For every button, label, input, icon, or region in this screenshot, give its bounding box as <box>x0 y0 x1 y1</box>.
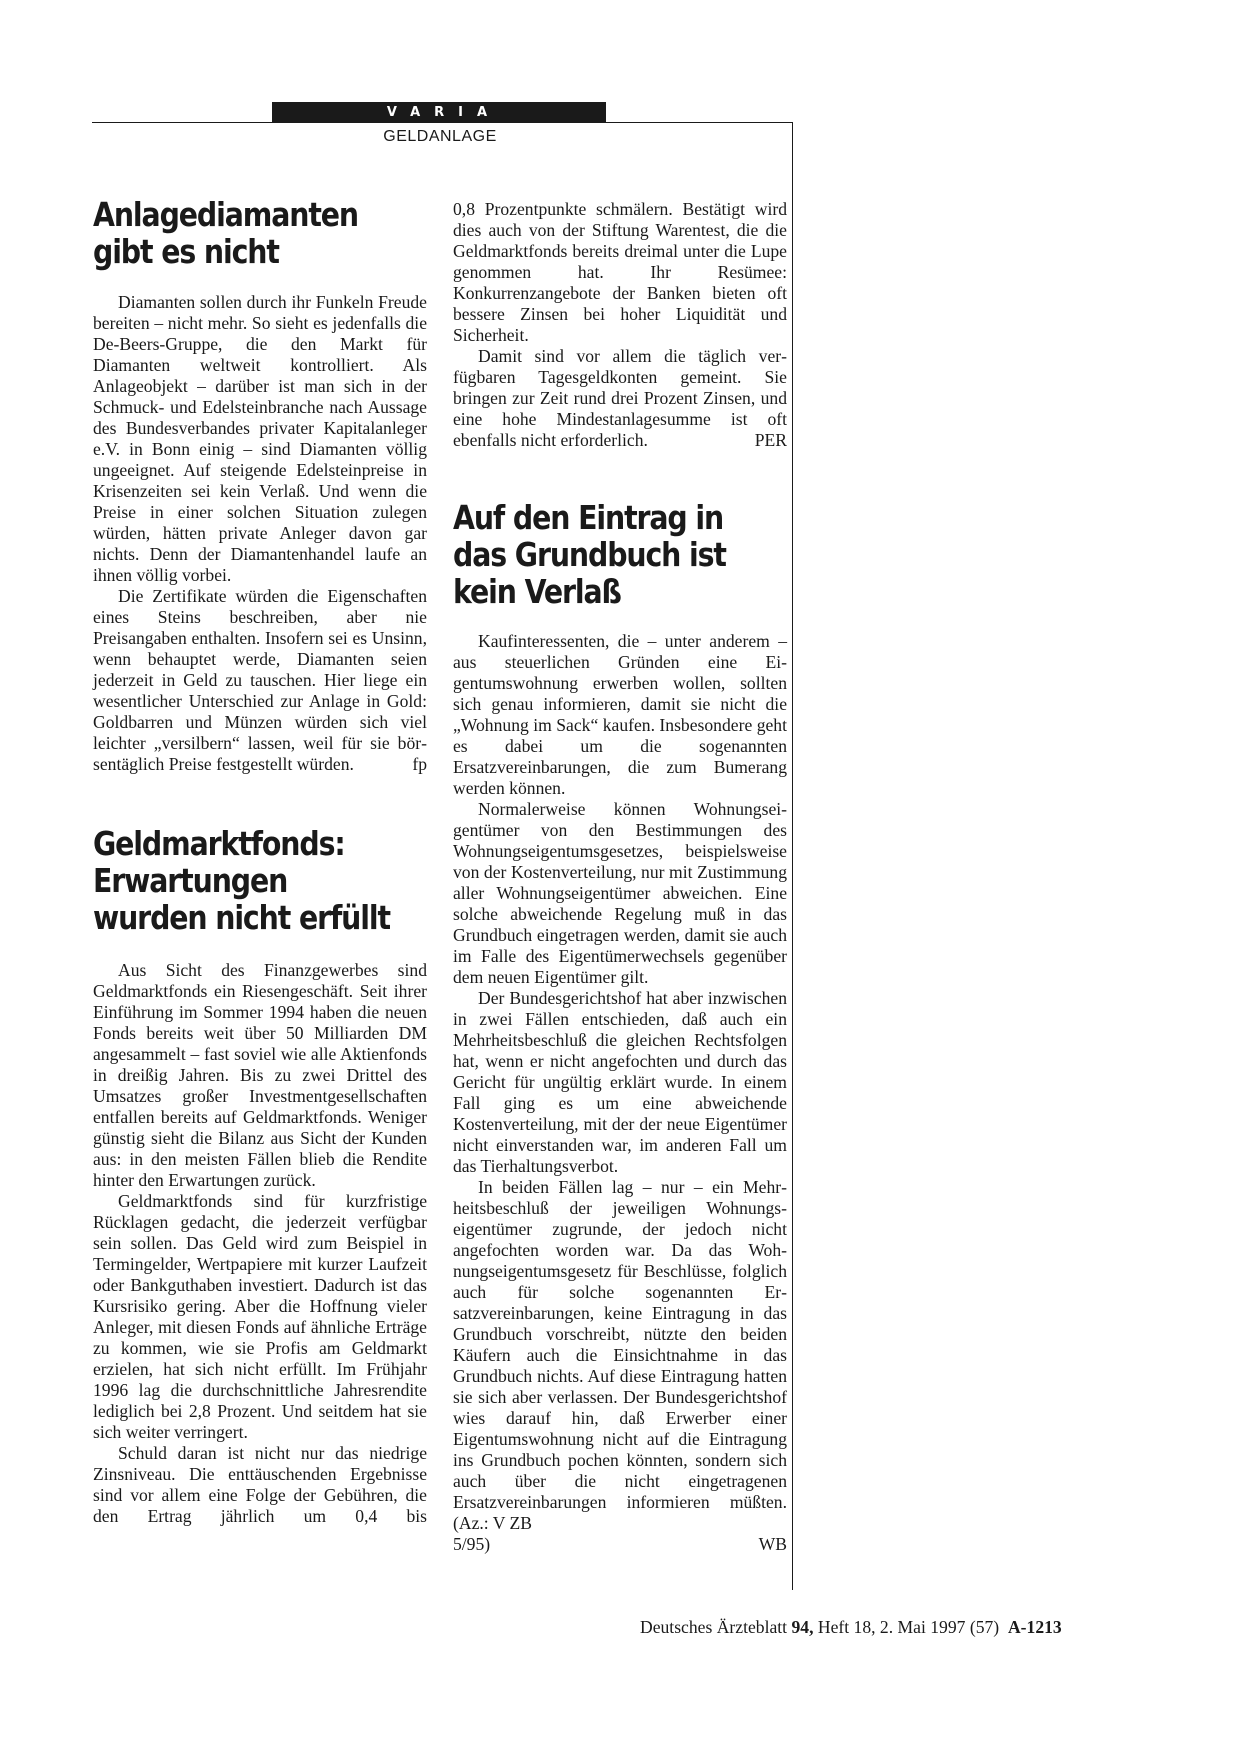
journal-volume: 94, <box>791 1617 814 1637</box>
article-paragraph: Normalerweise können Wohnungseigentümer von den Bestimmungen des Wohnungseigentumsgesetzes, beispielsweise von der Kostenverteilung, nur mit Zustimmung aller Wohnungseigentümer abweichen. Eine solche abweichende Regelung muß in das Grundbuch eingetragen werden, damit sie auch im Falle des Eigentümerwechsels gegenüber dem neuen Eigentümer gilt. <box>453 799 787 987</box>
article-paragraph: Damit sind vor allem die täglich verfügbaren Tagesgeldkonten gemeint. Sie bringen zur Zeit rund drei Prozent Zinsen, und eine hohe Mindestanlagesumme ist oft ebenfalls nicht erforderlich. PER <box>453 346 787 450</box>
rubric-bar <box>272 102 606 123</box>
journal-name: Deutsches Ärzteblatt <box>640 1617 788 1637</box>
article-byline: fp <box>412 754 427 774</box>
article-paragraph: 0,8 Prozentpunkte schmälern. Bestätigt wird dies auch von der Stiftung Warentest, die die Geldmarktfonds bereits dreimal unter die Lupe genommen hat. Ihr Resümee: Konkurrenzangebote der Banken bieten oft bessere Zinsen bei hoher Liquidität und Sicherheit. <box>453 199 787 345</box>
column-rule-right <box>792 122 793 1590</box>
article-paragraph: Aus Sicht des Finanzgewerbes sind Geldmarktfonds ein Riesengeschäft. Seit ihrer Einführung im Sommer 1994 haben die neuen Fonds bereits weit über 50 Milliarden DM angesammelt – fast soviel wie alle Aktienfonds in dreißig Jahren. Bis zu zwei Drittel des Umsatzes großer Investmentgesellschaften entfallen bereits auf Geldmarktfonds. Weniger günstig sieht die Bilanz aus Sicht der Kunden aus: in den meisten Fällen blieb die Rendite hinter den Erwartungen zurück. <box>93 960 427 1190</box>
article-byline: WB <box>758 1534 787 1554</box>
article-byline: PER <box>754 430 787 450</box>
column-left <box>93 196 427 1527</box>
article-paragraph: Kaufinteressenten, die – unter anderem – aus steuerlichen Gründen eine Eigentumswohnung erwerben wollen, sollten sich genau informieren, damit sie nicht die „Wohnung im Sack“ kaufen. Insbesondere geht es dabei um die sogenannten Ersatzvereinbarungen, die zum Bumerang werden können. <box>453 631 787 798</box>
article-title: Anlagediamanten gibt es nicht <box>93 195 358 271</box>
header-rule <box>92 122 792 123</box>
article-diamanten <box>93 196 427 775</box>
article-paragraph: Die Zertifikate würden die Eigenschaften eines Steins beschreiben, aber nie Preisangaben enthalten. Insofern sei es Unsinn, wenn behauptet werde, Diamanten seien jederzeit in Geld zu tauschen. Hier liege ein wesentlicher Unterschied zur Anlage in Gold: Goldbarren und Münzen würden sich viel leichter „versilbern“ lassen, weil für sie börsentäglich Preise festgestellt würden. fp <box>93 586 427 774</box>
article-title: Auf den Eintrag in das Grundbuch ist kein Verlaß <box>453 498 726 611</box>
journal-issue: Heft 18, 2. Mai 1997 (57) <box>817 1617 1000 1637</box>
article-title: Geldmarktfonds: Erwartungen wurden nicht erfüllt <box>93 824 390 937</box>
page-footer <box>640 1617 1130 1638</box>
section-label: GELDANLAGE <box>383 128 497 145</box>
rubric-label: VARIA <box>386 105 502 120</box>
article-paragraph: Geldmarktfonds sind für kurzfristige Rücklagen gedacht, die jederzeit verfügbar sein sollen. Das Geld wird zum Beispiel in Termingelder, Wertpapiere mit kurzer Laufzeit oder Bankguthaben investiert. Dadurch ist das Kursrisiko gering. Aber die Hoffnung vieler Anleger, mit diesen Fonds auf ähnliche Erträge zu kommen, wie sie Profis am Geldmarkt erzielen, hat sich nicht erfüllt. Im Frühjahr 1996 lag die durchschnittliche Jahresrendite lediglich bei 2,8 Prozent. Und seitdem hat sie sich weiter verringert. <box>93 1191 427 1442</box>
article-paragraph: In beiden Fällen lag – nur – ein Mehrheitsbeschluß der jeweiligen Wohnungseigentümer zugrunde, der jedoch nicht angefochten worden war. Da das Wohnungseigentumsgesetz für Beschlüsse, folglich auch für solche sogenannten Ersatzvereinbarungen, keine Eintragung in das Grundbuch vorschreibt, nützte den beiden Käufern auch die Einsichtnahme in das Grundbuch nichts. Auf diese Eintragung hatten sie sich aber verlassen. Der Bundesgerichtshof wies darauf hin, daß Erwerber einer Eigentumswohnung nicht auf die Eintragung ins Grundbuch pochen könnten, sondern sich auch über die nicht eingetragenen Ersatzvereinbarungen informieren müßten. (Az.: V ZB <box>453 1177 787 1533</box>
article-grundbuch <box>453 499 787 1555</box>
article-paragraph: Diamanten sollen durch ihr Funkeln Freude bereiten – nicht mehr. So sieht es jedenfalls die De-Beers-Gruppe, die den Markt für Diamanten weltweit kontrolliert. Als Anlageobjekt – darüber ist man sich in der Schmuck- und Edelsteinbranche nach Aussage des Bundesverbandes privater Kapitalanleger e.V. in Bonn einig – sind Diamanten völlig ungeeignet. Auf steigende Edelsteinpreise in Krisenzeiten sei kein Verlaß. Und wenn die Preise in einer solchen Situation zulegen würden, hätten private Anleger davon gar nichts. Denn der Diamantenhandel laufe an ihnen völlig vorbei. <box>93 292 427 585</box>
article-paragraph: Der Bundesgerichtshof hat aber inzwischen in zwei Fällen entschieden, daß auch ein Mehrheitsbeschluß die gleichen Rechtsfolgen hat, wenn er nicht angefochten und durch das Gericht für ungültig erklärt wurde. In einem Fall ging es um eine abweichende Kostenverteilung, mit der der neue Eigentümer nicht einverstanden war, im anderen Fall um das Tierhaltungsverbot. <box>453 988 787 1176</box>
article-tail: 5/95) WB <box>453 1534 787 1554</box>
article-paragraph: Schuld daran ist nicht nur das niedrige Zinsniveau. Die enttäuschenden Ergebnisse sind vor allem eine Folge der Gebühren, die den Ertrag jährlich um 0,4 bis <box>93 1443 427 1526</box>
column-right <box>453 199 787 1555</box>
page-number: A-1213 <box>1007 1617 1062 1637</box>
article-geldmarktfonds <box>93 825 427 1527</box>
